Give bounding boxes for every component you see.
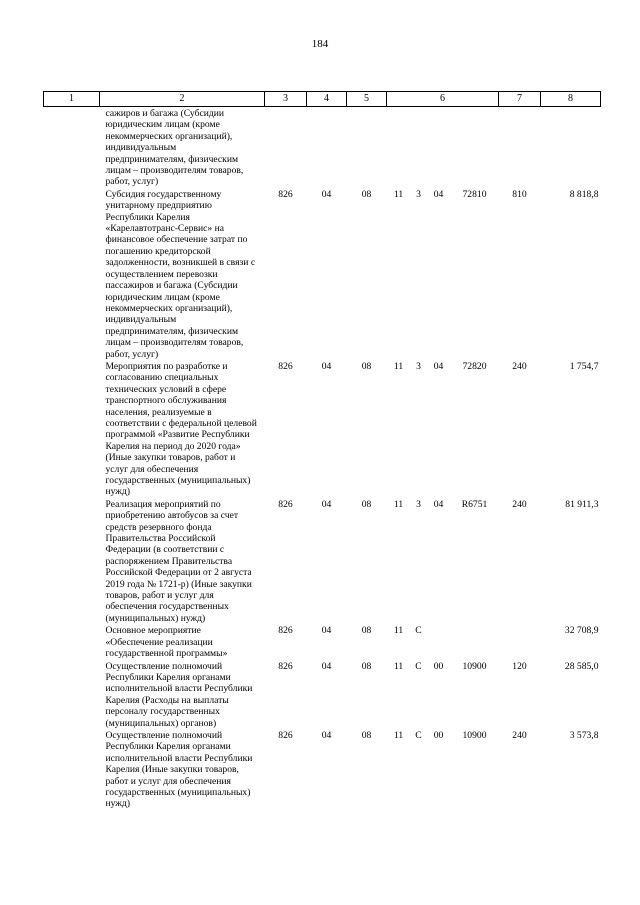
row-name: Осуществление полномочий Республики Карелия органами исполнительной власти Республики Карелия (Иные закупки товаров, работ и услуг для обеспечения государственных (муниципальных) нужд): [105, 729, 253, 810]
table-row: [44, 360, 601, 498]
amount: 3 573,8: [569, 729, 599, 741]
direction-code: 10900: [462, 729, 487, 741]
subprogram-code: 3: [416, 188, 421, 200]
subsection-code: [347, 107, 387, 188]
event-code: [427, 107, 451, 188]
section-code: 04: [321, 188, 332, 200]
subprogram-code: 3: [416, 360, 421, 372]
program-code: [387, 107, 411, 188]
table-row: [44, 188, 601, 360]
subsection-code: 08: [361, 729, 372, 741]
section-code: 04: [321, 729, 332, 741]
row-name: Осуществление полномочий Республики Карелия органами исполнительной власти Республики Карелия (Расходы на выплаты персоналу государственных (муниципальных) органов): [105, 660, 253, 729]
subsection-code: 08: [361, 498, 372, 510]
event-code: 04: [433, 360, 444, 372]
table-row: [44, 660, 601, 729]
program-code: 11: [393, 360, 404, 372]
expense-type-code: 120: [512, 660, 527, 672]
subprogram-code: С: [415, 660, 422, 672]
program-code: 11: [393, 498, 404, 510]
row-number-cell: [44, 624, 100, 659]
section-code: 04: [321, 660, 332, 672]
table-row: [44, 107, 601, 188]
section-code: 04: [321, 625, 332, 637]
subprogram-code: [411, 107, 427, 188]
event-code: 00: [433, 660, 444, 672]
expense-type-code: 240: [512, 360, 527, 372]
expense-type-code: 810: [512, 188, 527, 200]
row-number-cell: [44, 360, 100, 498]
program-code: 11: [393, 729, 404, 741]
column-header-7: 7: [499, 92, 541, 107]
column-header-1: 1: [44, 92, 100, 107]
amount: 8 818,8: [569, 188, 599, 200]
table-row: [44, 624, 601, 659]
row-number-cell: [44, 729, 100, 810]
subsection-code: 08: [361, 360, 372, 372]
amount: 32 708,9: [564, 625, 599, 637]
direction-code: [451, 624, 499, 659]
ministry-code: 826: [278, 625, 293, 637]
event-code: 04: [433, 188, 444, 200]
direction-code: R6751: [461, 498, 488, 510]
subprogram-code: 3: [416, 498, 421, 510]
row-number-cell: [44, 660, 100, 729]
column-header-4: 4: [307, 92, 347, 107]
amount: [541, 107, 601, 188]
row-name: сажиров и багажа (Субсидии юридическим лицам (кроме некоммерческих организаций), индивидуальным предпринимателям, физическим лицам – производителям товаров, работ, услуг): [105, 108, 244, 188]
subsection-code: 08: [361, 625, 372, 637]
column-header-5: 5: [347, 92, 387, 107]
amount: 28 585,0: [564, 660, 599, 672]
row-number-cell: [44, 498, 100, 624]
section-code: 04: [321, 360, 332, 372]
program-code: 11: [393, 188, 404, 200]
section-code: [307, 107, 347, 188]
column-header-8: 8: [541, 92, 601, 107]
expense-type-code: [499, 624, 541, 659]
table-row: [44, 498, 601, 624]
row-name: Реализация мероприятий по приобретению автобусов за счет средств резервного фонда Правительства Российской Федерации (в соответствии с распоряжением Правительства Российской Федерации от 2 августа 2019 года № 1721-р) (Иные закупки товаров, работ и услуг для обеспечения государственных (муниципальных) нужд): [105, 498, 252, 624]
event-code: [427, 624, 451, 659]
direction-code: 10900: [462, 660, 487, 672]
direction-code: 72810: [462, 188, 487, 200]
row-name: Субсидия государственному унитарному предприятию Республики Карелия «Карелавтотранс-Сервис» на финансовое обеспечение затрат по погашению кредиторской задолженности, возникшей в связи с осуществлением перевозки пассажиров и багажа (Субсидии юридическим лицам (кроме некоммерческих организаций), индивидуальным предпринимателям, физическим лицам – производителям товаров, работ, услуг): [105, 188, 256, 360]
ministry-code: 826: [278, 360, 293, 372]
ministry-code: [265, 107, 307, 188]
subsection-code: 08: [361, 188, 372, 200]
row-name: Мероприятия по разработке и согласованию специальных технических условий в сфере транспортного обслуживания населения, реализуемые в соответствии с федеральной целевой программой «Развитие Республики Карелия на период до 2020 года» (Иные закупки товаров, работ и услуг для обеспечения государственных (муниципальных) нужд): [105, 360, 257, 498]
ministry-code: 826: [278, 498, 293, 510]
direction-code: [451, 107, 499, 188]
event-code: 00: [433, 729, 444, 741]
page-number: 184: [311, 38, 329, 50]
subsection-code: 08: [361, 660, 372, 672]
amount: 81 911,3: [565, 498, 599, 510]
amount: 1 754,7: [569, 360, 599, 372]
expense-type-code: 240: [512, 729, 527, 741]
program-code: 11: [393, 625, 404, 637]
program-code: 11: [393, 660, 404, 672]
table-row: [44, 729, 601, 810]
direction-code: 72820: [462, 360, 487, 372]
ministry-code: 826: [278, 188, 293, 200]
event-code: 04: [433, 498, 444, 510]
row-name: Основное мероприятие «Обеспечение реализации государственной программы»: [105, 625, 228, 660]
section-code: 04: [321, 498, 332, 510]
ministry-code: 826: [278, 729, 293, 741]
column-header-6: 6: [387, 92, 499, 107]
expense-type-code: 240: [512, 498, 527, 510]
budget-table: [43, 91, 601, 810]
subprogram-code: С: [415, 729, 422, 741]
table-header-row: [44, 92, 601, 107]
subprogram-code: С: [415, 625, 422, 637]
row-number-cell: [44, 107, 100, 188]
ministry-code: 826: [278, 660, 293, 672]
column-header-3: 3: [265, 92, 307, 107]
column-header-2: 2: [100, 92, 265, 107]
expense-type-code: [499, 107, 541, 188]
row-number-cell: [44, 188, 100, 360]
